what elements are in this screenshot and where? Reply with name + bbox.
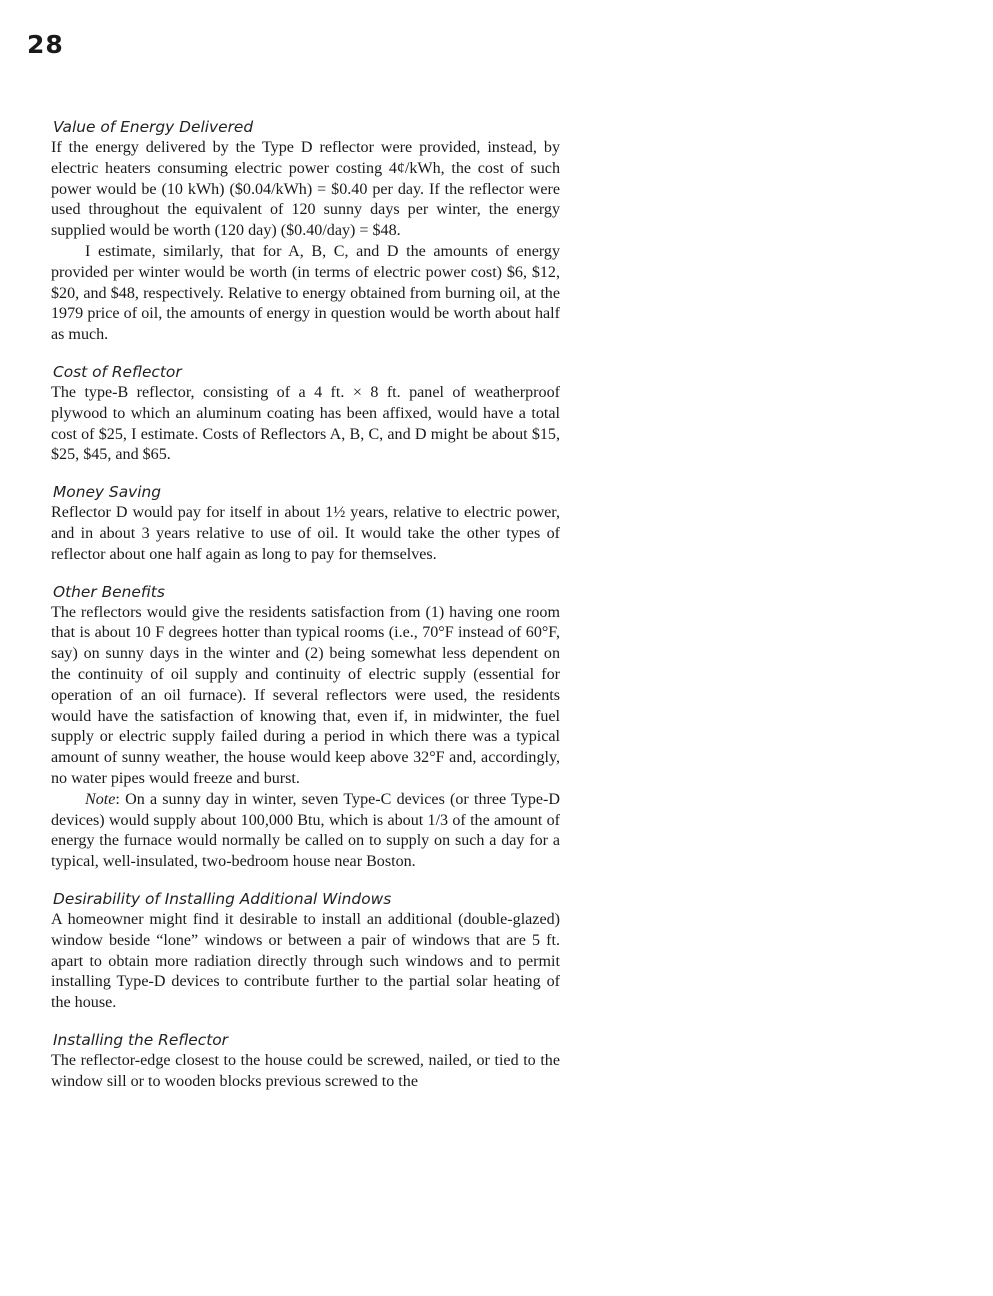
- paragraph: The reflectors would give the residents satisfaction from (1) having one room that is about 10 F degrees hotter than typical rooms (i.e., 70°F instead of 60°F, say) on sunny days in the winter and (2) being somewhat less dependent on the continuity of oil supply and continuity of electric supply (essential for operation of an oil furnace). If several reflectors were used, the residents would have the satisfaction of knowing that, even if, in midwinter, the fuel supply or electric supply failed during a period in which there was a typical amount of sunny weather, the house would keep above 32°F and, accordingly, no water pipes would freeze and burst.: [51, 603, 560, 787]
- section-heading: Desirability of Installing Additional Windows: [53, 889, 392, 908]
- note-text: : On a sunny day in winter, seven Type-C devices (or three Type-D devices) would supply about 100,000 Btu, which is about 1/3 of the amount of energy the furnace would normally be called on to supply on such a day for a typical, well-insulated, two-bedroom house near Boston.: [51, 790, 560, 871]
- paragraph: Reflector D would pay for itself in about 1½ years, relative to electric power, and in about 3 years relative to use of oil. It would take the other types of reflector about one half again as long to pay for themselves.: [51, 504, 560, 563]
- paragraph: I estimate, similarly, that for A, B, C, and D the amounts of energy provided per winter would be worth (in terms of electric power cost) $6, $12, $20, and $48, respectively. Relative to energy obtained from burning oil, at the 1979 price of oil, the amounts of energy in question would be worth about half as much.: [51, 242, 560, 344]
- paragraph: A homeowner might find it desirable to install an additional (double-glazed) window beside “lone” windows or between a pair of windows that are 5 ft. apart to obtain more radiation directly through such windows and to permit installing Type-D devices to contribute further to the partial solar heating of the house.: [51, 910, 560, 1012]
- section-value-of-energy: [51, 117, 560, 346]
- paragraph: If the energy delivered by the Type D reflector were provided, instead, by electric heaters consuming electric power costing 4¢/kWh, the cost of such power would be (10 kWh) ($0.04/kWh) = $0.40 per day. If the reflector were used throughout the equivalent of 120 sunny days per winter, the energy supplied would be worth (120 day) ($0.40/day) = $48.: [51, 139, 560, 240]
- section-other-benefits: [51, 582, 560, 873]
- paragraph: The reflector-edge closest to the house could be screwed, nailed, or tied to the window sill or to wooden blocks previous screwed to the: [51, 1051, 560, 1090]
- section-heading: Value of Energy Delivered: [53, 118, 254, 136]
- section-installing-reflector: [51, 1030, 560, 1093]
- note-label: Note: [85, 790, 116, 808]
- paragraph: The type-B reflector, consisting of a 4 ft. × 8 ft. panel of weatherproof plywood to which an aluminum coating has been affixed, would have a total cost of $25, I estimate. Costs of Reflectors A, B, C, and D might be about $15, $25, $45, and $65.: [51, 383, 560, 464]
- page-content: [51, 117, 560, 1108]
- section-additional-windows: [51, 889, 560, 1014]
- page-number: 28: [27, 30, 64, 59]
- section-heading: Money Saving: [53, 483, 162, 502]
- section-heading: Installing the Reflector: [53, 1030, 228, 1049]
- section-heading: Other Benefits: [53, 582, 165, 601]
- section-heading: Cost of Reflector: [53, 362, 182, 381]
- section-money-saving: [51, 482, 560, 565]
- section-cost-of-reflector: [51, 362, 560, 466]
- note-paragraph: [51, 790, 560, 873]
